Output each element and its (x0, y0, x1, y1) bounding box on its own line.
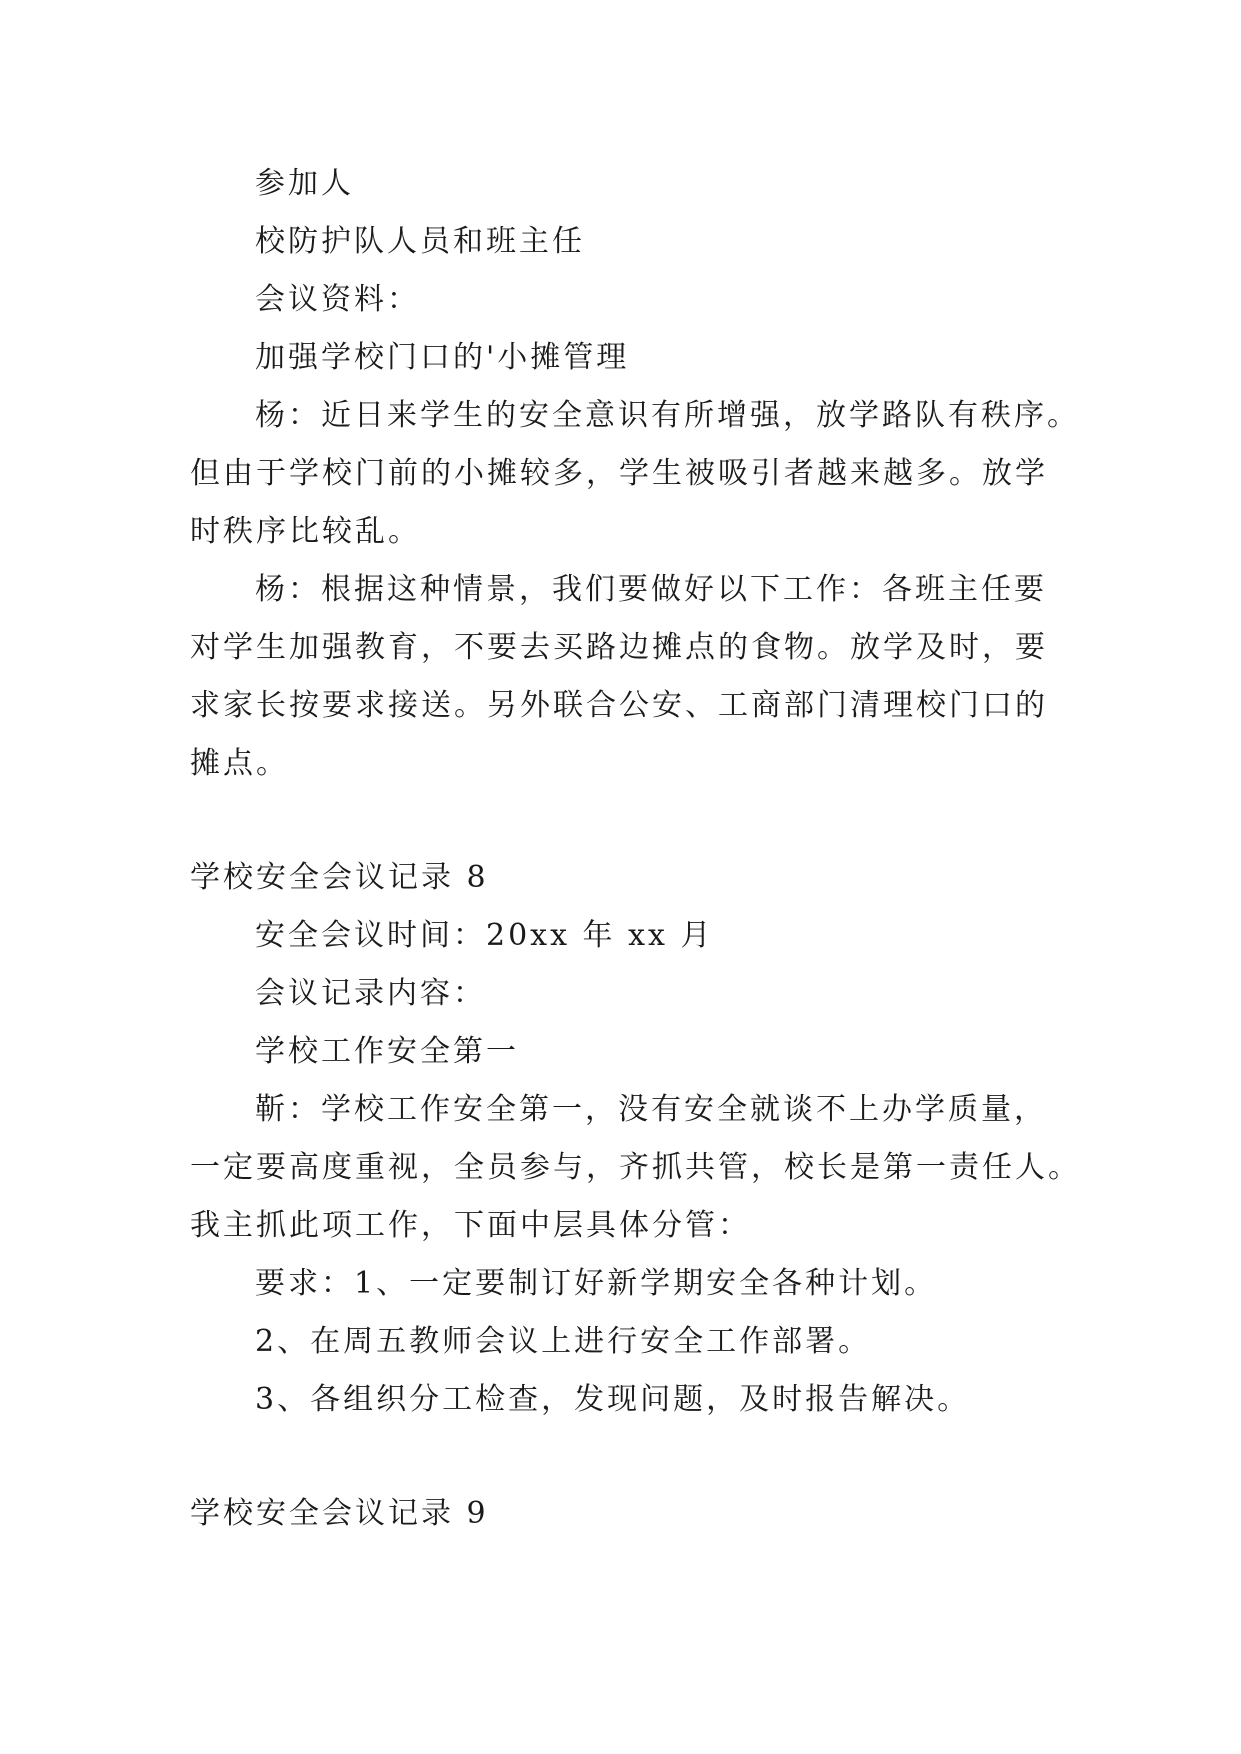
content-label: 会议记录内容： (255, 976, 486, 1011)
paragraph-line: 摊点。 (190, 746, 289, 781)
topic-line: 学校工作安全第一 (255, 1034, 519, 1069)
requirement-2: 2、在周五教师会议上进行安全工作部署。 (255, 1324, 872, 1359)
participants-label: 参加人 (255, 166, 354, 201)
participants-text: 校防护队人员和班主任 (255, 224, 585, 259)
paragraph-line: 但由于学校门前的小摊较多，学生被吸引者越来越多。放学 (190, 456, 1048, 491)
paragraph-line: 靳：学校工作安全第一，没有安全就谈不上办学质量， (255, 1092, 1047, 1127)
section-title-9: 学校安全会议记录 9 (190, 1496, 489, 1531)
requirement-1: 要求：1、一定要制订好新学期安全各种计划。 (255, 1266, 938, 1301)
paragraph-line: 时秩序比较乱。 (190, 514, 421, 549)
topic-line: 加强学校门口的'小摊管理 (255, 340, 630, 375)
paragraph-line: 一定要高度重视，全员参与，齐抓共管，校长是第一责任人。 (190, 1150, 1081, 1185)
paragraph-line: 我主抓此项工作，下面中层具体分管： (190, 1208, 751, 1243)
meeting-time: 安全会议时间：20xx 年 xx 月 (255, 918, 714, 953)
paragraph-line: 求家长按要求接送。另外联合公安、工商部门清理校门口的 (190, 688, 1048, 723)
paragraph-line: 对学生加强教育，不要去买路边摊点的食物。放学及时，要 (190, 630, 1048, 665)
paragraph-line: 杨：近日来学生的安全意识有所增强，放学路队有秩序。 (255, 398, 1080, 433)
requirement-3: 3、各组织分工检查，发现问题，及时报告解决。 (255, 1382, 971, 1417)
materials-label: 会议资料： (255, 282, 420, 317)
section-title-8: 学校安全会议记录 8 (190, 860, 489, 895)
paragraph-line: 杨：根据这种情景，我们要做好以下工作：各班主任要 (255, 572, 1047, 607)
